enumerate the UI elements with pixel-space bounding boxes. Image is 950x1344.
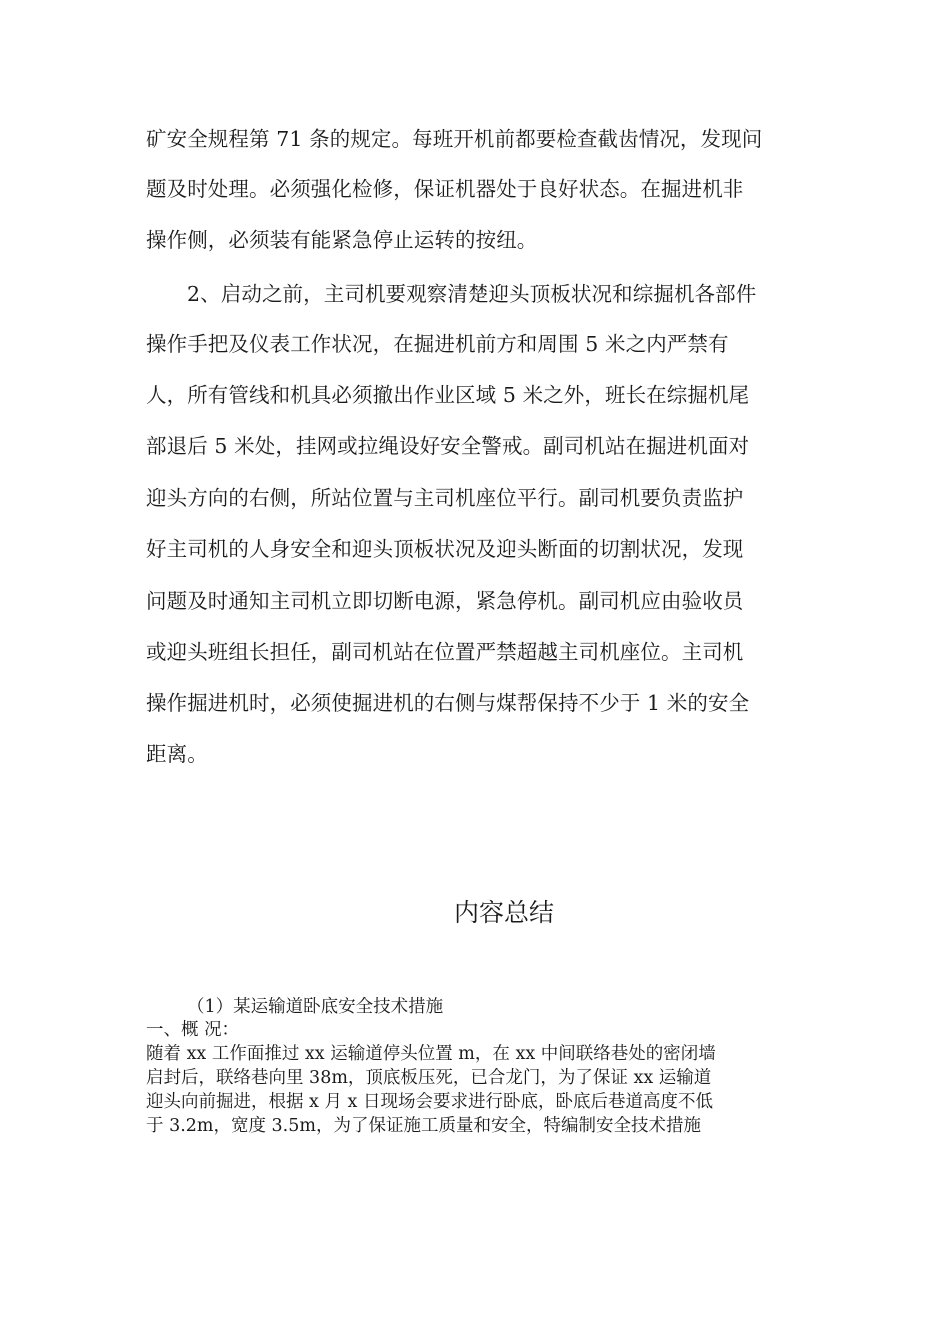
paragraph-line: 或迎头班组长担任，副司机站在位置严禁超越主司机座位。主司机: [146, 640, 744, 664]
summary-line: 启封后，联络巷向里 38m，顶底板压死，已合龙门，为了保证 xx 运输道: [146, 1068, 712, 1088]
paragraph-line: 2、启动之前，主司机要观察清楚迎头顶板状况和综掘机各部件: [187, 282, 757, 306]
summary-title: 内容总结: [453, 898, 554, 927]
paragraph-line: 部退后 5 米处，挂网或拉绳设好安全警戒。副司机站在掘进机面对: [146, 434, 750, 458]
summary-subheading: 一、概 况：: [146, 1020, 240, 1040]
summary-line: 迎头向前掘进，根据 x 月 x 日现场会要求进行卧底，卧底后巷道高度不低: [146, 1092, 713, 1112]
paragraph-line: 好主司机的人身安全和迎头顶板状况及迎头断面的切割状况，发现: [146, 537, 744, 561]
paragraph-line: 操作手把及仪表工作状况，在掘进机前方和周围 5 米之内严禁有: [146, 332, 729, 356]
summary-line: 于 3.2m，宽度 3.5m，为了保证施工质量和安全，特编制安全技术措施: [146, 1116, 701, 1136]
summary-line: 随着 xx 工作面推过 xx 运输道停头位置 m，在 xx 中间联络巷处的密闭墙: [146, 1044, 716, 1064]
summary-item-heading: （1）某运输道卧底安全技术措施: [187, 997, 444, 1017]
paragraph-line: 迎头方向的右侧，所站位置与主司机座位平行。副司机要负责监护: [146, 486, 744, 510]
paragraph-line: 距离。: [146, 742, 208, 766]
paragraph-line: 操作掘进机时，必须使掘进机的右侧与煤帮保持不少于 1 米的安全: [146, 691, 750, 715]
paragraph-line: 操作侧，必须装有能紧急停止运转的按纽。: [146, 228, 538, 252]
paragraph-line: 人，所有管线和机具必须撤出作业区域 5 米之外，班长在综掘机尾: [146, 383, 750, 407]
paragraph-line: 题及时处理。必须强化检修，保证机器处于良好状态。在掘进机非: [146, 177, 744, 201]
paragraph-line: 矿安全规程第 71 条的规定。每班开机前都要检查截齿情况，发现问: [146, 127, 763, 151]
paragraph-line: 问题及时通知主司机立即切断电源，紧急停机。副司机应由验收员: [146, 589, 744, 613]
